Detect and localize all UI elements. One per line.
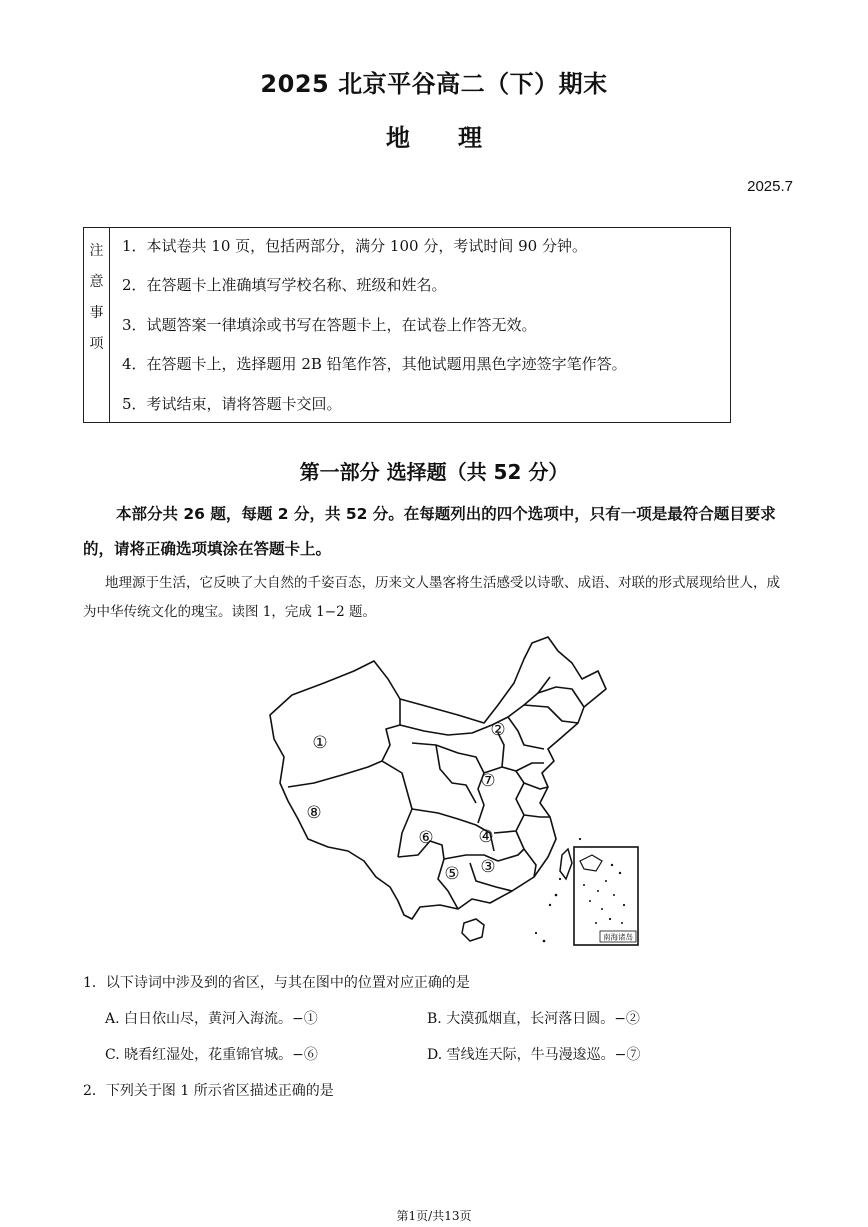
map-label-7: ⑦ <box>480 771 496 791</box>
map-label-1: ① <box>312 733 328 753</box>
south-china-sea-inset <box>574 847 638 945</box>
question-1-option-a: A. 白日依山尽，黄河入海流。−① <box>105 1011 318 1027</box>
taiwan-island <box>560 849 572 879</box>
notice-item: 2．在答题卡上准确填写学校名称、班级和姓名。 <box>122 276 447 295</box>
province-boundary <box>382 761 412 857</box>
notice-heading-char: 事 <box>89 305 104 321</box>
question-1-option-c: C. 晓看红湿处，花重锦官城。−⑥ <box>105 1047 318 1063</box>
province-boundary <box>524 705 578 723</box>
map-label-8: ⑧ <box>306 803 322 823</box>
map-label-2: ② <box>490 720 506 740</box>
map-label-5: ⑤ <box>444 864 460 884</box>
notice-item: 3．试题答案一律填涂或书写在答题卡上，在试卷上作答无效。 <box>122 315 537 334</box>
map-label-3: ③ <box>480 857 496 877</box>
hainan-island <box>462 919 484 941</box>
notice-list <box>110 228 627 422</box>
notice-heading-char: 注 <box>89 243 104 259</box>
exam-date: 2025.7 <box>747 178 793 195</box>
section-title: 第一部分 选择题（共 52 分） <box>299 460 569 484</box>
province-boundary <box>538 687 584 707</box>
reading-passage: 地理源于生活，它反映了大自然的千姿百态，历来文人墨客将生活感受以诗歌、成语、对联的形式展现给世人，成为中华传统文化的瑰宝。读图 1，完成 1−2 题。 <box>83 575 780 620</box>
subject-title: 地理 <box>386 124 530 152</box>
page-footer: 第1页/共13页 <box>396 1209 472 1223</box>
map-label-4: ④ <box>478 827 494 847</box>
notice-heading <box>84 228 110 422</box>
notice-item: 1．本试卷共 10 页，包括两部分，满分 100 分，考试时间 90 分钟。 <box>122 237 587 255</box>
notice-heading-char: 项 <box>89 336 104 352</box>
question-1-option-d: D. 雪线连天际，牛马漫逡巡。−⑦ <box>427 1047 641 1063</box>
province-boundary <box>436 745 476 803</box>
notice-item: 4．在答题卡上，选择题用 2B 铅笔作答，其他试题用黑色字迹签字笔作答。 <box>122 355 627 374</box>
province-boundary <box>524 783 548 789</box>
province-boundary <box>382 699 400 761</box>
inset-caption: 南海诸岛 <box>603 932 633 942</box>
map-label-6: ⑥ <box>418 828 434 848</box>
province-boundary <box>288 761 382 787</box>
notice-item: 5．考试结束，请将答题卡交回。 <box>122 394 342 413</box>
question-2-stem: 2．下列关于图 1 所示省区描述正确的是 <box>83 1083 334 1099</box>
province-boundary <box>498 849 524 861</box>
question-1-option-b: B. 大漠孤烟直，长河落日圆。−② <box>427 1011 640 1027</box>
exam-title: 2025 北京平谷高二（下）期末 <box>260 70 608 98</box>
province-boundary <box>516 763 544 771</box>
province-boundary <box>524 815 550 817</box>
question-1-stem: 1．以下诗词中涉及到的省区，与其在图中的位置对应正确的是 <box>83 975 470 991</box>
section-instructions: 本部分共 26 题，每题 2 分，共 52 分。在每题列出的四个选项中，只有一项是最符合题目要求的，请将正确选项填涂在答题卡上。 <box>83 505 776 558</box>
notice-box <box>83 227 731 423</box>
province-boundary <box>508 717 544 749</box>
china-map-figure <box>262 633 648 953</box>
notice-heading-char: 意 <box>89 274 104 290</box>
